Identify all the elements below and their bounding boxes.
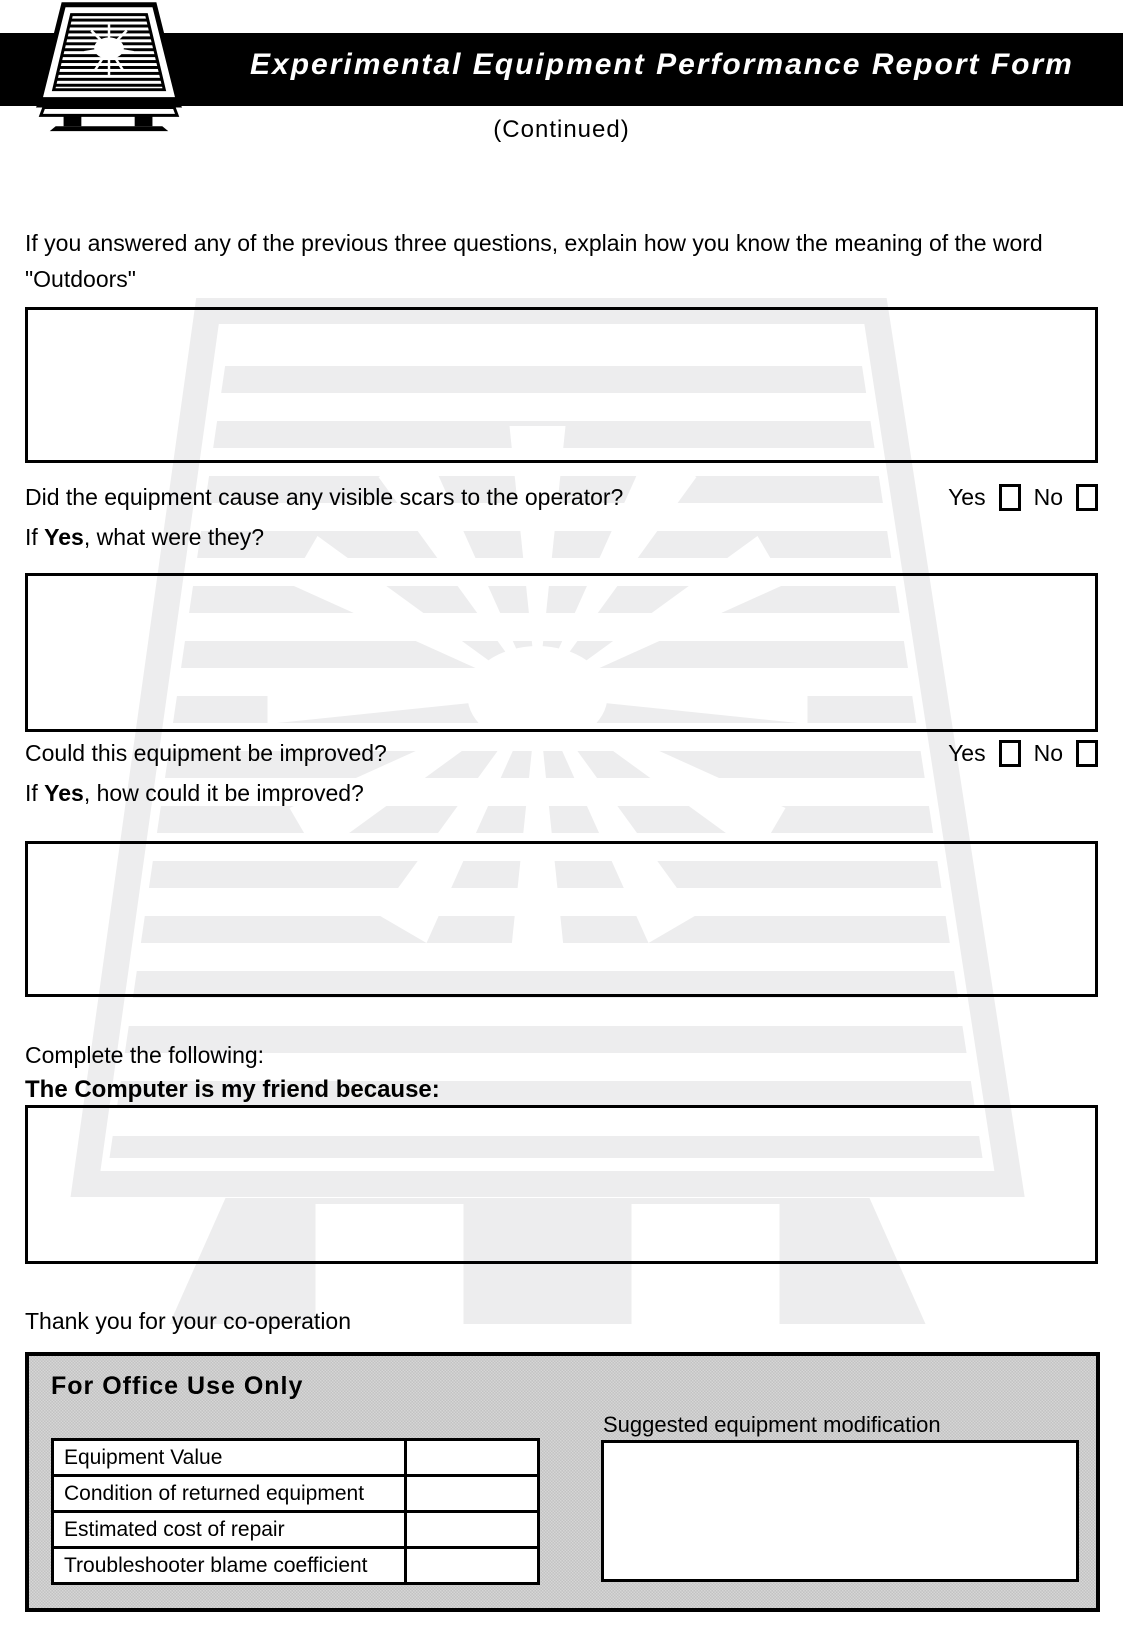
improve-yes-checkbox[interactable] <box>999 740 1021 767</box>
complete-statement: The Computer is my friend because: <box>25 1076 440 1103</box>
office-use-section <box>25 1352 1100 1612</box>
scars-no-label: No <box>1033 484 1063 510</box>
followup-post: , how could it be improved? <box>83 780 364 806</box>
complete-lead: Complete the following: <box>25 1042 265 1068</box>
suggestion-box[interactable] <box>601 1440 1079 1582</box>
improve-no-label: No <box>1033 740 1063 766</box>
answer-box-computer-friend[interactable] <box>25 1105 1098 1264</box>
followup-post: , what were they? <box>83 524 265 550</box>
office-field-label: Estimated cost of repair <box>53 1512 406 1548</box>
question-scars-followup <box>25 519 1098 555</box>
followup-pre: If <box>25 524 45 550</box>
suggestion-label: Suggested equipment modification <box>603 1412 941 1437</box>
condition-returned-field[interactable] <box>406 1476 539 1512</box>
office-use-title: For Office Use Only <box>51 1372 304 1400</box>
office-field-label: Troubleshooter blame coefficient <box>53 1548 406 1584</box>
office-field-label: Equipment Value <box>53 1440 406 1476</box>
answer-box-improvements[interactable] <box>25 841 1098 997</box>
repair-cost-field[interactable] <box>406 1512 539 1548</box>
table-row <box>53 1512 539 1548</box>
equipment-value-field[interactable] <box>406 1440 539 1476</box>
subtitle: (Continued) <box>493 116 630 143</box>
question-improve-followup <box>25 775 1098 811</box>
improve-no-checkbox[interactable] <box>1076 740 1098 767</box>
office-use-table <box>51 1438 540 1585</box>
scars-yes-checkbox[interactable] <box>999 484 1021 511</box>
table-row <box>53 1548 539 1584</box>
page-title: Experimental Equipment Performance Report Form <box>250 48 1074 81</box>
table-row <box>53 1440 539 1476</box>
thanks-text: Thank you for your co-operation <box>25 1308 352 1334</box>
improve-yes-label: Yes <box>948 740 986 766</box>
question-scars: Did the equipment cause any visible scars to the operator? <box>25 484 624 510</box>
answer-box-outdoors[interactable] <box>25 307 1098 463</box>
question-improve: Could this equipment be improved? <box>25 740 387 766</box>
question-outdoors: If you answered any of the previous three questions, explain how you know the meaning of the word "Outdoors" <box>25 230 1043 292</box>
scars-yes-label: Yes <box>948 484 986 510</box>
crt-monitor-logo-icon <box>30 0 188 132</box>
followup-bold: Yes <box>44 524 84 550</box>
blame-coefficient-field[interactable] <box>406 1548 539 1584</box>
scars-yes-no-group <box>948 484 1098 511</box>
followup-bold: Yes <box>44 780 84 806</box>
scars-no-checkbox[interactable] <box>1076 484 1098 511</box>
improve-yes-no-group <box>948 740 1098 767</box>
followup-pre: If <box>25 780 45 806</box>
answer-box-scars[interactable] <box>25 573 1098 732</box>
office-field-label: Condition of returned equipment <box>53 1476 406 1512</box>
table-row <box>53 1476 539 1512</box>
